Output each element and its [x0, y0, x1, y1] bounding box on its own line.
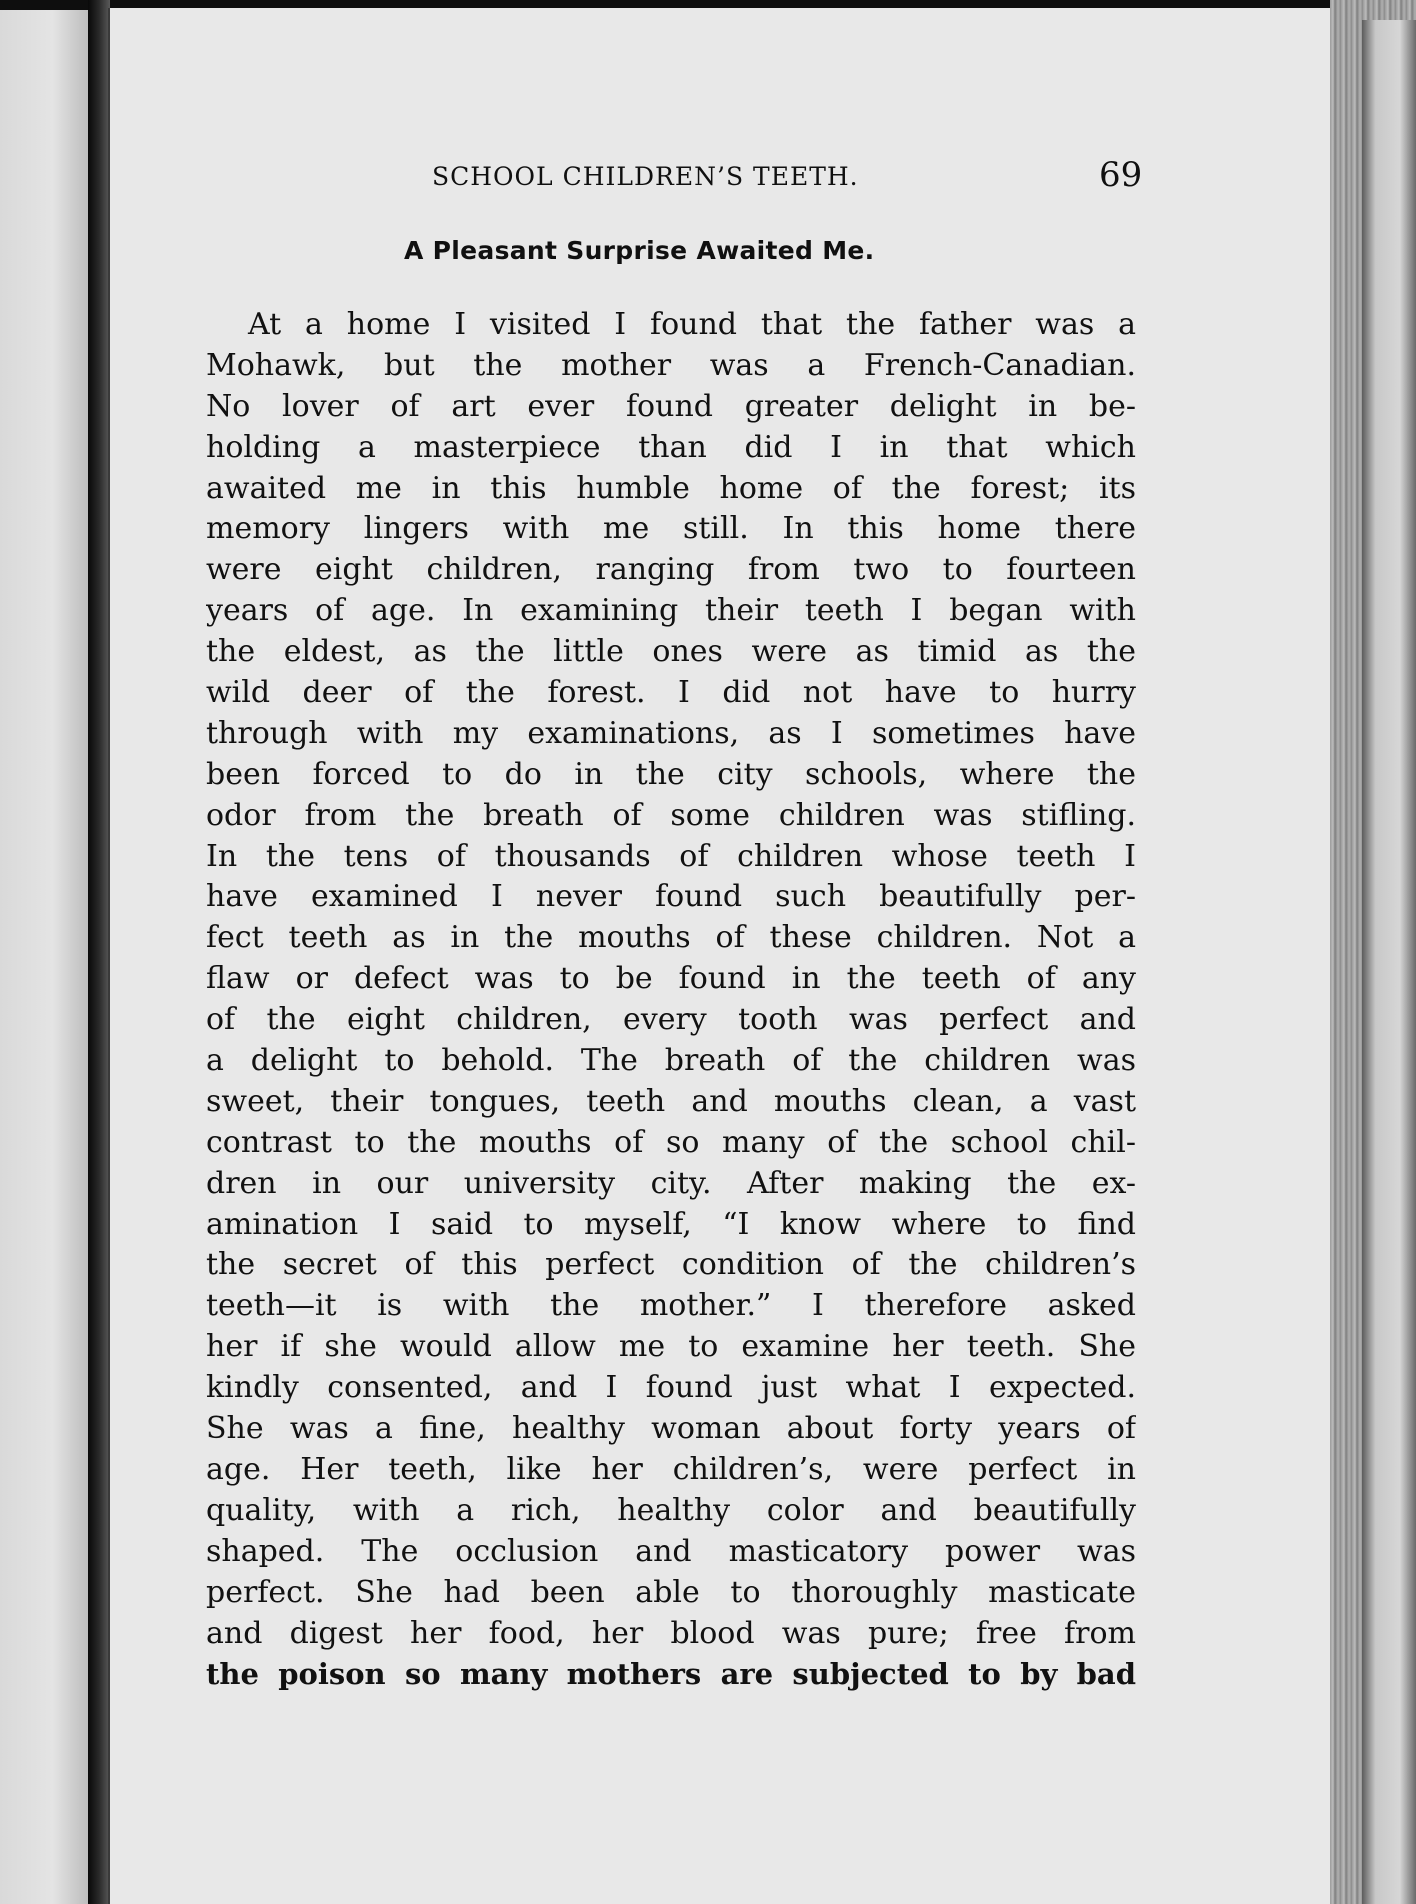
- text-line: teeth—it is with the mother.” I therefore asked: [206, 1288, 1136, 1324]
- text-line: odor from the breath of some children was stifling.: [206, 797, 1136, 833]
- text-line: perfect. She had been able to thoroughly masticate: [206, 1574, 1136, 1610]
- text-line: fect teeth as in the mouths of these children. Not a: [206, 920, 1136, 956]
- text-line: In the tens of thousands of children whose teeth I: [206, 838, 1136, 874]
- text-line: At a home I visited I found that the father was a: [248, 307, 1136, 342]
- previous-page-edge: [0, 10, 88, 1904]
- text-line: through with my examinations, as I sometimes have: [206, 715, 1136, 751]
- text-line: the eldest, as the little ones were as timid as the: [206, 634, 1136, 670]
- text-line: shaped. The occlusion and masticatory power was: [206, 1533, 1136, 1569]
- text-line: were eight children, ranging from two to fourteen: [206, 552, 1136, 588]
- text-line: dren in our university city. After making the ex-: [206, 1165, 1136, 1201]
- page-number: 69: [1099, 155, 1143, 195]
- text-line: flaw or defect was to be found in the teeth of any: [206, 961, 1136, 997]
- text-line: age. Her teeth, like her children’s, were perfect in: [206, 1451, 1136, 1487]
- text-line: the secret of this perfect condition of the children’s: [206, 1247, 1136, 1283]
- text-line: kindly consented, and I found just what I expected.: [206, 1370, 1136, 1406]
- text-line: Mohawk, but the mother was a French-Canadian.: [206, 347, 1136, 383]
- text-line: amination I said to myself, “I know where to find: [206, 1206, 1136, 1242]
- text-line: memory lingers with me still. In this home there: [206, 511, 1136, 547]
- section-heading: A Pleasant Surprise Awaited Me.: [404, 236, 875, 265]
- text-line: wild deer of the forest. I did not have to hurry: [206, 675, 1136, 711]
- text-line: been forced to do in the city schools, where the: [206, 756, 1136, 792]
- text-line: No lover of art ever found greater delight in be-: [206, 388, 1136, 424]
- text-line: have examined I never found such beautifully per-: [206, 879, 1136, 915]
- text-line: contrast to the mouths of so many of the school chil-: [206, 1124, 1136, 1160]
- text-line: She was a fine, healthy woman about forty years of: [206, 1411, 1136, 1447]
- running-head: SCHOOL CHILDREN’S TEETH.: [432, 162, 859, 191]
- text-line: years of age. In examining their teeth I began with: [206, 593, 1136, 629]
- text-line: awaited me in this humble home of the forest; its: [206, 470, 1136, 506]
- text-line: the poison so many mothers are subjected to by bad: [206, 1657, 1136, 1692]
- text-line: and digest her food, her blood was pure; free from: [206, 1615, 1136, 1651]
- text-line: of the eight children, every tooth was perfect and: [206, 1002, 1136, 1038]
- text-line: a delight to behold. The breath of the children was: [206, 1043, 1136, 1079]
- book-gutter: [88, 0, 110, 1904]
- text-line: quality, with a rich, healthy color and beautifully: [206, 1492, 1136, 1528]
- cover-edge: [1362, 20, 1416, 1904]
- text-line: sweet, their tongues, teeth and mouths clean, a vast: [206, 1083, 1136, 1119]
- text-line: holding a masterpiece than did I in that which: [206, 429, 1136, 465]
- text-line: her if she would allow me to examine her teeth. She: [206, 1329, 1136, 1365]
- body-paragraph: [206, 305, 1136, 1695]
